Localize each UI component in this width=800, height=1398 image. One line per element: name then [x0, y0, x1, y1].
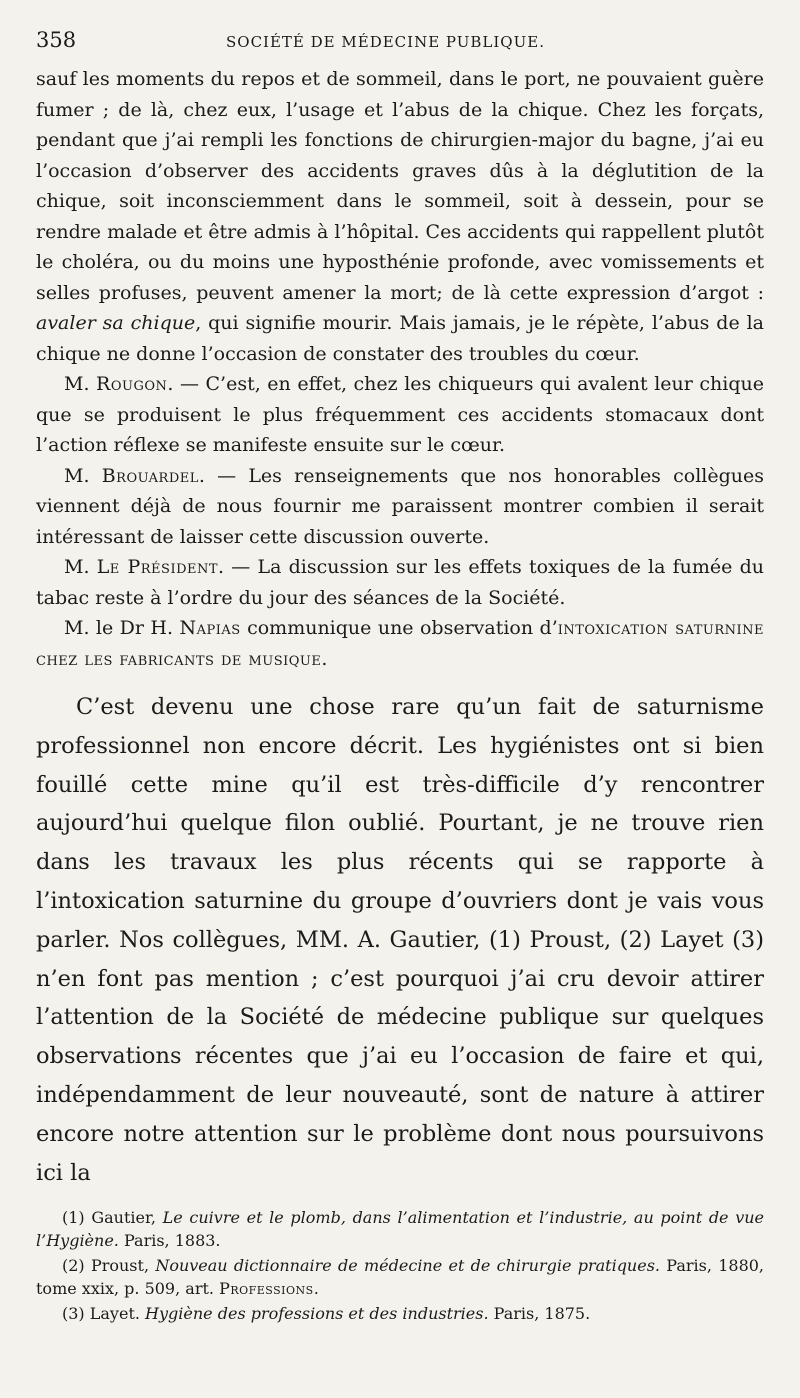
speech-text: . — Les renseignements que nos honorables collègues viennent déjà de nous fournir me paraissent montrer combien il serait intéressant de laisser cette discussion ouverte. [36, 464, 764, 548]
body-paragraph: C’est devenu une chose rare qu’un fait de saturnisme professionnel non encore décrit. Les hygiénistes ont si bien fouillé cette mine qu’il est très-difficile d’y rencontrer aujourd’hui quelque filon oublié. Pourtant, je ne trouve rien dans les travaux les plus récents qui se rapporte à l’intoxication saturnine du groupe d’ouvriers dont je vais vous parler. Nos collègues, MM. A. Gautier, (1) Proust, (2) Layet (3) n’en font pas mention ; c’est pourquoi j’ai cru devoir attirer l’attention de la Société de médecine publique sur quelques observations récentes que j’ai eu l’occasion de faire et qui, indépendamment de leur nouveauté, sont de nature à attirer encore notre attention sur le problème dont nous poursuivons ici la [36, 694, 764, 1186]
speech-president [36, 552, 764, 613]
footnote-3 [36, 1302, 764, 1325]
footnote-title: Hygiène des professions et des industries. [145, 1304, 489, 1324]
page-header [36, 28, 764, 64]
speech-prefix: M. [64, 373, 90, 395]
speech-prefix: M. [64, 556, 90, 578]
communication-prefix: M. le Dr H. [64, 617, 174, 639]
footnote-2 [36, 1254, 764, 1300]
continuation-text-before: sauf les moments du repos et de sommeil, dans le port, ne pouvaient guère fumer ; de là, chez eux, l’usage et l’abus de la chique. Chez les forçats, pendant que j’ai rempli les fonctions de chirurgien-major du bagne, j’ai eu l’occasion d’observer des accidents graves dûs à la déglutition de la chique, soit inconsciemment dans le sommeil, soit à dessein, pour se rendre malade et être admis à l’hôpital. Ces accidents qui rappellent plutôt le choléra, ou du moins une hyposthénie profonde, avec vomissements et selles profuses, peuvent amener la mort; de là cette expression d’argot : [36, 68, 764, 304]
footnote-1 [36, 1206, 764, 1252]
footnotes [36, 1206, 764, 1325]
communication-title: intoxication saturnine chez les fabricants de musique. [36, 617, 764, 670]
communicator-name: Napias [179, 617, 241, 639]
continuation-text-after: , qui signifie mourir. Mais jamais, je le répète, l’abus de la chique ne donne l’occasion de constater des troubles du cœur. [36, 312, 764, 365]
continuation-paragraph [36, 64, 764, 369]
speaker-name: Brouardel [101, 464, 199, 487]
footnote-title: Nouveau dictionnaire de médecine et de chirurgie pratiques. [155, 1256, 661, 1276]
communication-announcement [36, 613, 764, 674]
footnote-rest: Paris, 1880, tome xxix, p. 509, art. [36, 1256, 765, 1299]
footnote-author: Gautier, [91, 1208, 156, 1228]
discussion-section [36, 64, 764, 674]
footnote-author: Proust, [90, 1256, 150, 1276]
running-head: SOCIÉTÉ DE MÉDECINE PUBLIQUE. [226, 33, 545, 51]
continuation-italic: avaler sa chique [36, 312, 196, 334]
page-number: 358 [36, 28, 77, 52]
speech-prefix: M. [64, 464, 90, 487]
footnote-title: Le cuivre et le plomb, dans l’alimentation et l’industrie, au point de vue l’Hygiène. [36, 1208, 765, 1251]
speech-rougon [36, 369, 764, 461]
main-text-section [36, 688, 764, 1192]
communication-text: communique une observation d’ [240, 617, 558, 639]
footnote-marker: (1) [62, 1208, 85, 1228]
speaker-name: Le Président [96, 556, 219, 578]
speech-text: . — C’est, en effet, chez les chiqueurs qui avalent leur chique que se produisent le plus fréquemment ces accidents stomacaux dont l’action réflexe se manifeste ensuite sur le cœur. [36, 373, 764, 456]
speaker-name: Rougon [96, 373, 168, 395]
footnote-marker: (2) [62, 1256, 85, 1276]
speech-text: . — La discussion sur les effets toxiques de la fumée du tabac reste à l’ordre du jour des séances de la Société. [36, 556, 764, 609]
footnote-rest: Paris, 1875. [488, 1304, 591, 1324]
footnote-rest: Paris, 1883. [118, 1231, 221, 1251]
footnote-author: Layet. [89, 1304, 140, 1324]
footnote-marker: (3) [62, 1304, 85, 1324]
footnote-article: Professions. [219, 1279, 320, 1299]
speech-brouardel [36, 461, 764, 553]
